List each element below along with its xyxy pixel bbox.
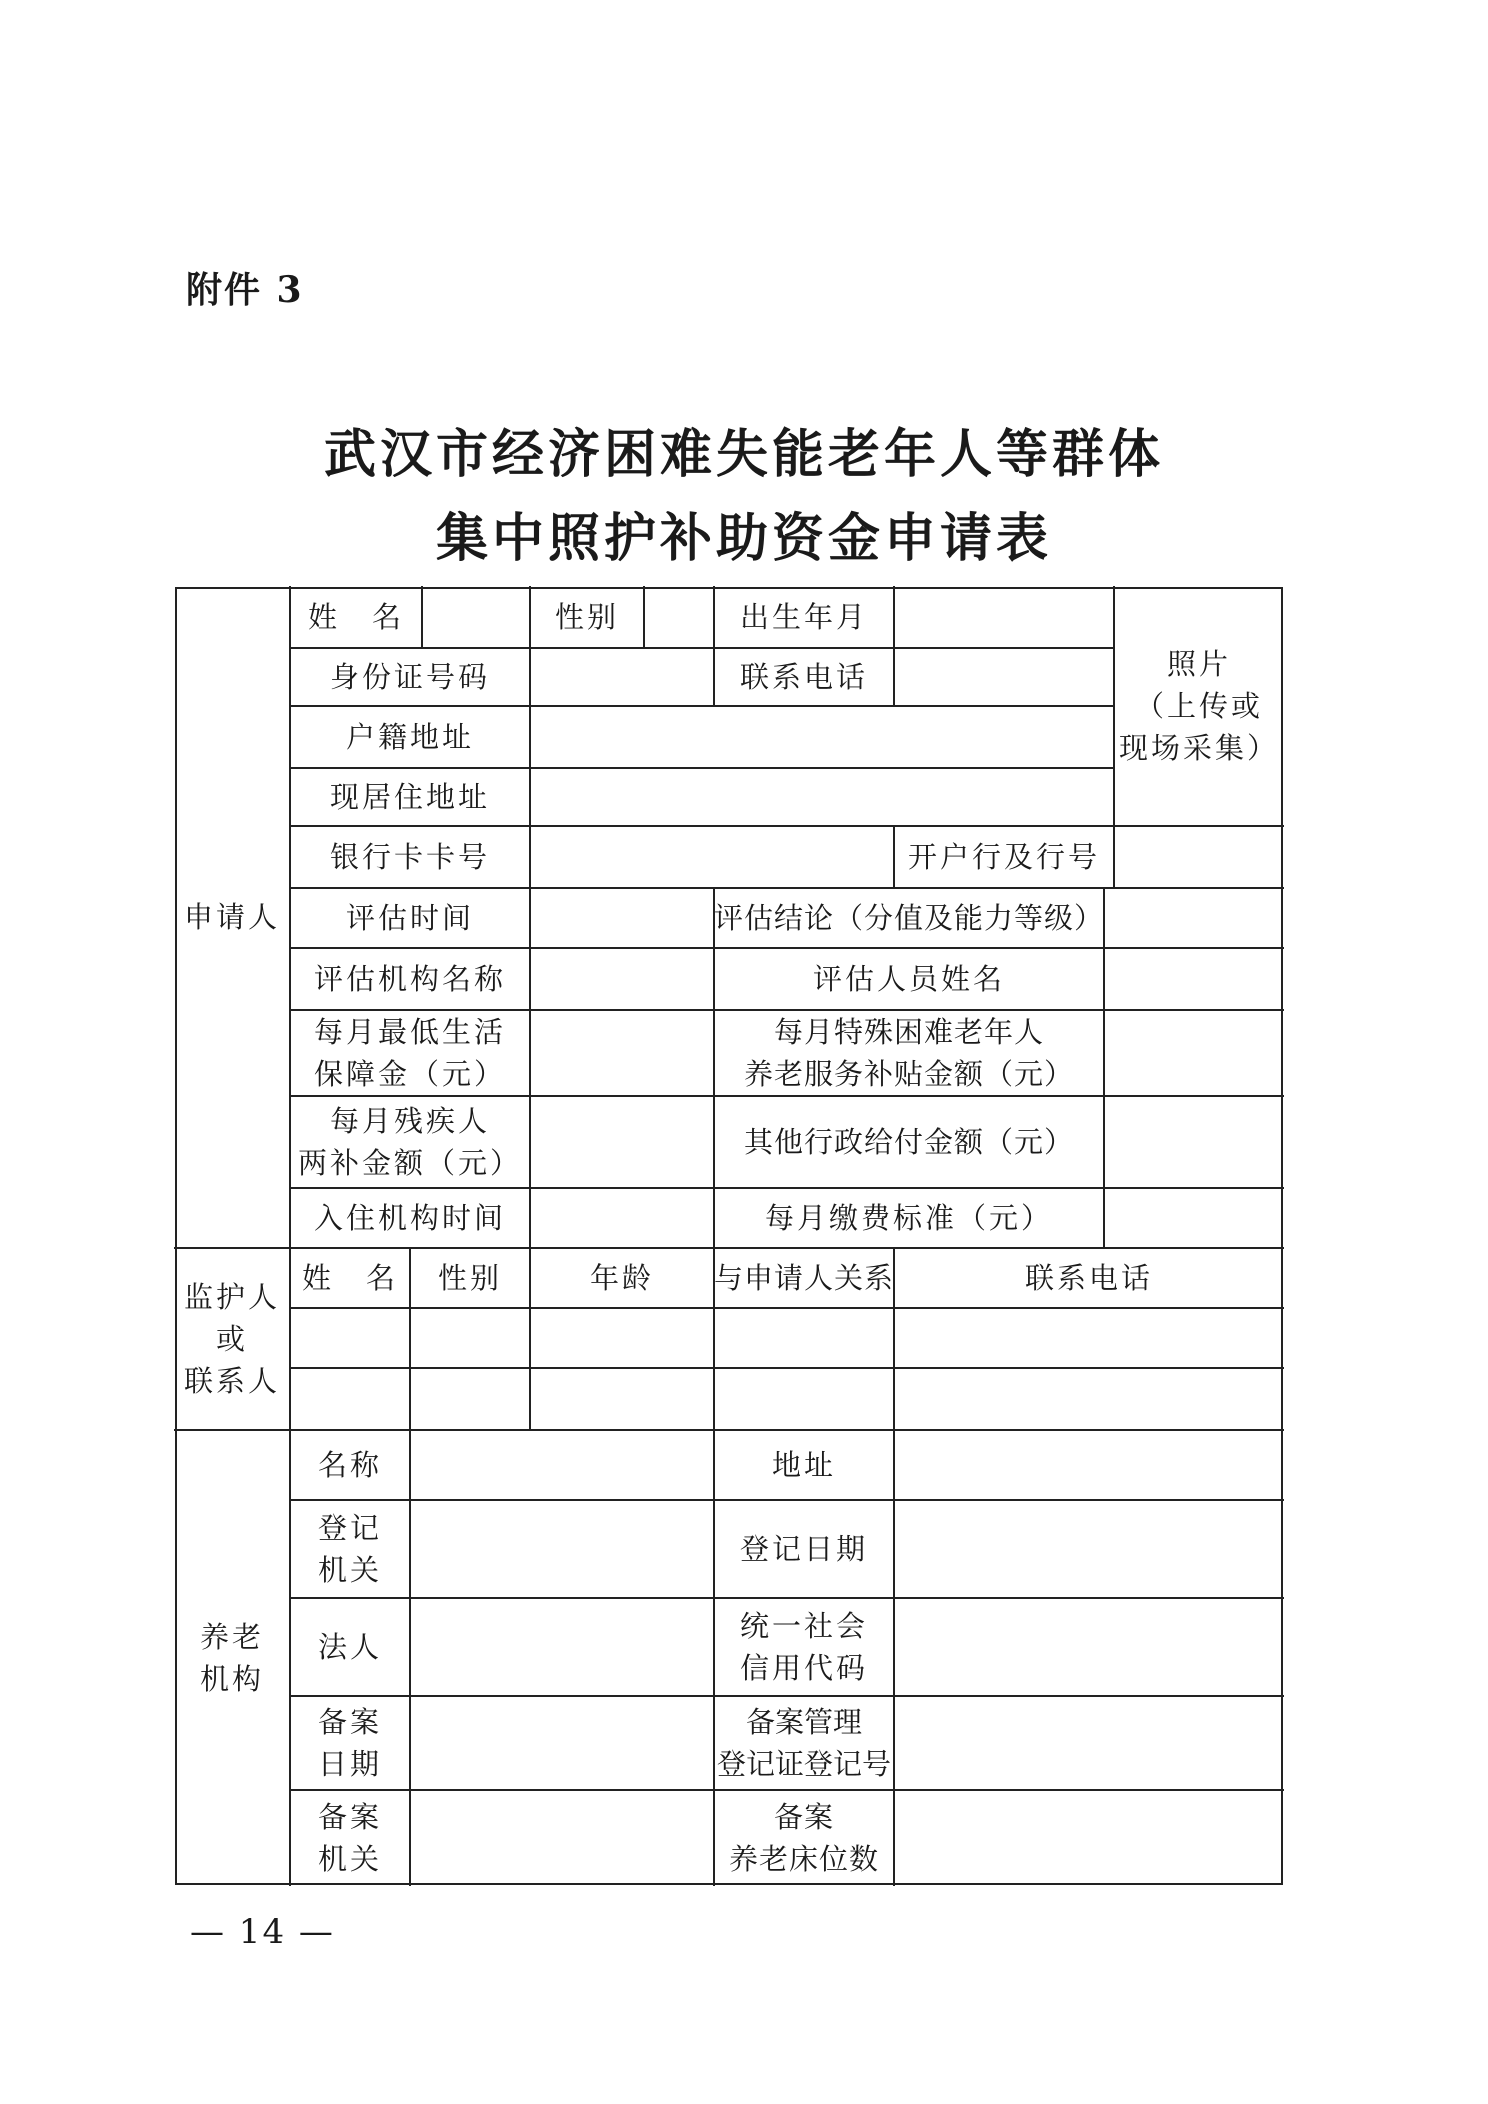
field-min-living[interactable] [530,1010,714,1096]
guardian-col-phone: 联系电话 [1024,1261,1153,1295]
label-name: 姓 名 [307,600,404,634]
field-monthly-fee[interactable] [1104,1188,1284,1248]
field-disability[interactable] [530,1096,714,1188]
guardian-col-name: 姓 名 [301,1261,398,1295]
page-number: — 14 — [190,1912,335,1952]
guardian-col-age: 年龄 [589,1261,654,1295]
field-filing-authority[interactable] [410,1790,714,1886]
field-special-subsidy[interactable] [1104,1010,1284,1096]
field-credit-code[interactable] [894,1598,1284,1696]
label-gender: 性别 [554,600,619,634]
field-filing-reg-no[interactable] [894,1696,1284,1790]
field-filing-beds[interactable] [894,1790,1284,1886]
label-legal-person: 法人 [317,1630,382,1664]
field-assess-time[interactable] [530,888,714,948]
form-title-line2: 集中照护补助资金申请表 [435,508,1052,569]
field-birth[interactable] [894,586,1114,648]
field-filing-date[interactable] [410,1696,714,1790]
label-inst-name: 名称 [317,1448,382,1482]
label-inst-address: 地址 [771,1448,836,1482]
label-assess-time: 评估时间 [345,901,474,935]
label-reg-authority: 登记 机关 [317,1511,382,1587]
label-credit-code: 统一社会 信用代码 [739,1609,868,1685]
attachment-label: 附件 3 [186,269,304,311]
field-assessor-name[interactable] [1104,948,1284,1010]
label-filing-beds: 备案 养老床位数 [728,1800,879,1876]
guardian-col-gender: 性别 [437,1261,502,1295]
guardian-row-1[interactable] [290,1308,1284,1368]
application-form-table [174,586,1284,1886]
field-household-address[interactable] [530,706,1114,768]
label-filing-reg-no: 备案管理 登记证登记号 [716,1705,891,1781]
label-special-subsidy: 每月特殊困难老年人 养老服务补贴金额（元） [743,1015,1074,1091]
field-gender[interactable] [644,586,714,648]
label-bank-branch: 开户行及行号 [907,840,1100,874]
field-bank-branch[interactable] [1114,826,1284,888]
label-birth: 出生年月 [739,600,868,634]
form-title-line1: 武汉市经济困难失能老年人等群体 [323,424,1164,485]
label-filing-authority: 备案 机关 [317,1800,382,1876]
label-assess-org: 评估机构名称 [313,962,506,996]
guardian-row-2[interactable] [290,1368,1284,1430]
section-label-institution: 养老 机构 [199,1620,264,1696]
field-reg-date[interactable] [894,1500,1284,1598]
field-phone[interactable] [894,648,1114,706]
field-assess-result[interactable] [1104,888,1284,948]
label-assessor-name: 评估人员姓名 [812,962,1005,996]
label-filing-date: 备案 日期 [317,1705,382,1781]
label-id-number: 身份证号码 [329,660,490,694]
field-inst-name[interactable] [410,1430,714,1500]
label-disability: 每月残疾人 两补金额（元） [297,1104,522,1180]
label-min-living: 每月最低生活 保障金（元） [313,1015,506,1091]
field-id-number[interactable] [530,648,714,706]
photo-box[interactable]: 照片 （上传或 现场采集） [1118,647,1279,765]
field-name[interactable] [422,586,530,648]
label-reg-date: 登记日期 [739,1532,868,1566]
field-other-admin[interactable] [1104,1096,1284,1188]
field-reg-authority[interactable] [410,1500,714,1598]
label-household-address: 户籍地址 [345,720,474,754]
field-assess-org[interactable] [530,948,714,1010]
section-label-applicant: 申请人 [183,900,280,934]
field-inst-address[interactable] [894,1430,1284,1500]
label-admission-time: 入住机构时间 [313,1201,506,1235]
guardian-col-relation: 与申请人关系 [714,1261,895,1295]
field-admission-time[interactable] [530,1188,714,1248]
label-current-address: 现居住地址 [329,780,490,814]
field-legal-person[interactable] [410,1598,714,1696]
field-bank-card[interactable] [530,826,894,888]
label-assess-result: 评估结论（分值及能力等级） [714,901,1105,935]
label-other-admin: 其他行政给付金额（元） [743,1125,1074,1159]
label-bank-card: 银行卡卡号 [329,840,490,874]
label-monthly-fee: 每月缴费标准（元） [764,1201,1053,1235]
section-label-guardian: 监护人 或 联系人 [183,1280,280,1398]
field-current-address[interactable] [530,768,1114,826]
label-phone: 联系电话 [739,660,868,694]
